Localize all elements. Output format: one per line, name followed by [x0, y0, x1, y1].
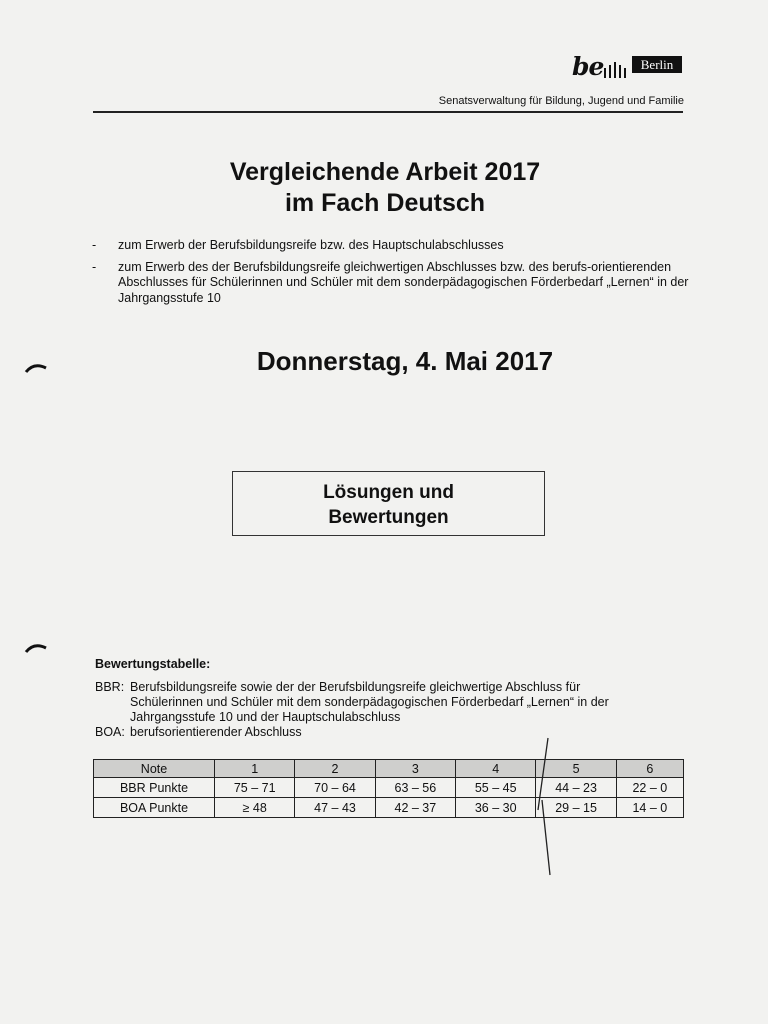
table-cell: 70 – 64 [295, 778, 375, 798]
header-cell: 3 [375, 760, 455, 778]
solutions-line1: Lösungen und [323, 482, 454, 503]
dash-icon: - [92, 259, 97, 274]
dash-icon: - [92, 238, 97, 252]
pen-stroke-icon [520, 730, 560, 880]
table-row [94, 798, 684, 818]
table-cell: 14 – 0 [616, 798, 683, 818]
table-row [94, 778, 684, 798]
table-cell: 63 – 56 [375, 778, 455, 798]
purpose-item [92, 238, 692, 254]
bbr-text-line1: Berufsbildungsreife sowie der der Berufsbildungsreife gleichwertige Abschluss für [130, 680, 581, 694]
table-cell: 22 – 0 [616, 778, 683, 798]
purpose-item [92, 260, 692, 307]
solutions-line2: Bewertungen [328, 507, 449, 528]
table-cell: 47 – 43 [295, 798, 375, 818]
table-header-row [94, 760, 684, 778]
header-cell: 5 [536, 760, 616, 778]
header-rule [93, 111, 683, 113]
exam-date: Donnerstag, 4. Mai 2017 [256, 346, 554, 376]
punch-mark-icon [24, 640, 48, 654]
purpose-item-text: zum Erwerb des der Berufsbildungsreife gleichwertigen Abschlusses bzw. des berufs-orientierenden Abschlusses für Schülerinnen und Schüler mit dem sonderpädagogischen Förderbedarf „Lernen“ in der Jahrgangsstufe 10 [118, 259, 689, 305]
berlin-logo [572, 52, 684, 82]
table-cell: 44 – 23 [536, 778, 616, 798]
grade-table [93, 759, 684, 818]
table-cell: 42 – 37 [375, 798, 455, 818]
bbr-text-line2: Schülerinnen und Schüler mit dem sonderpädagogischen Förderbedarf „Lernen“ in der [130, 695, 609, 709]
department-name: Senatsverwaltung für Bildung, Jugend und Familie [438, 95, 684, 107]
row-label: BOA Punkte [94, 798, 215, 818]
document-title-line1: Vergleichende Arbeit 2017 [229, 158, 541, 186]
table-cell: 36 – 30 [456, 798, 536, 818]
boa-legend-line [95, 725, 695, 740]
bbr-legend-line [95, 680, 695, 695]
header-cell: Note [94, 760, 215, 778]
abbreviation-legend [95, 680, 695, 740]
table-cell: 55 – 45 [456, 778, 536, 798]
purpose-item-text: zum Erwerb der Berufsbildungsreife bzw. des Hauptschulabschlusses [118, 238, 504, 252]
logo-berlin-box: Berlin [632, 56, 682, 73]
header-cell: 4 [456, 760, 536, 778]
bbr-text-line3: Jahrgangsstufe 10 und der Hauptschulabschluss [130, 710, 401, 724]
solutions-box [232, 471, 545, 536]
table-heading: Bewertungstabelle: [95, 657, 211, 671]
header-cell: 2 [295, 760, 375, 778]
bbr-abbr: BBR: [95, 680, 125, 694]
table-cell: 75 – 71 [215, 778, 295, 798]
table-cell: ≥ 48 [215, 798, 295, 818]
header-cell: 1 [215, 760, 295, 778]
punch-mark-icon [24, 360, 48, 374]
purpose-list [92, 238, 692, 312]
table-cell: 29 – 15 [536, 798, 616, 818]
logo-be-text: be [572, 52, 604, 81]
header-cell: 6 [616, 760, 683, 778]
boa-text: berufsorientierender Abschluss [130, 725, 302, 739]
logo-bars-icon [604, 60, 630, 78]
boa-abbr: BOA: [95, 725, 125, 739]
document-title-line2: im Fach Deutsch [284, 189, 486, 217]
row-label: BBR Punkte [94, 778, 215, 798]
